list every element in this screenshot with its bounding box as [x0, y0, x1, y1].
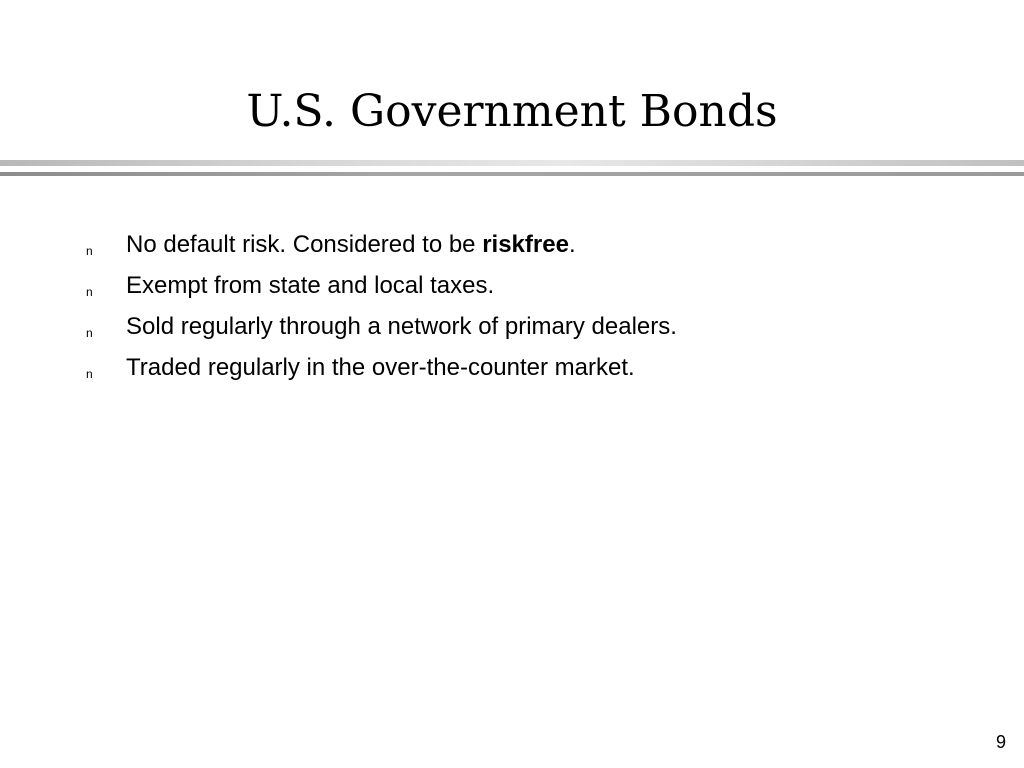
page-number: 9	[995, 732, 1006, 752]
slide-title: U.S. Government Bonds	[246, 86, 778, 137]
bullet-list	[0, 226, 1024, 390]
bullet-text: Traded regularly in the over-the-counter market.	[126, 354, 635, 381]
title-divider-lower	[0, 172, 1024, 176]
bullet-marker: n	[86, 326, 93, 340]
bullet-text-suffix: .	[568, 231, 576, 258]
list-item	[0, 267, 1024, 308]
bullet-marker: n	[86, 285, 93, 299]
title-divider-upper	[0, 160, 1024, 166]
bullet-text-plain: No default risk. Considered to be	[126, 231, 483, 258]
list-item	[0, 349, 1024, 390]
list-item	[0, 308, 1024, 349]
bullet-marker: n	[86, 367, 93, 381]
bullet-text: Sold regularly through a network of primary dealers.	[126, 313, 677, 340]
bullet-text: Exempt from state and local taxes.	[126, 272, 495, 299]
bullet-marker: n	[86, 244, 93, 258]
list-item	[0, 226, 1024, 267]
bullet-text	[126, 226, 576, 264]
bullet-text-bold: riskfree	[482, 231, 569, 258]
